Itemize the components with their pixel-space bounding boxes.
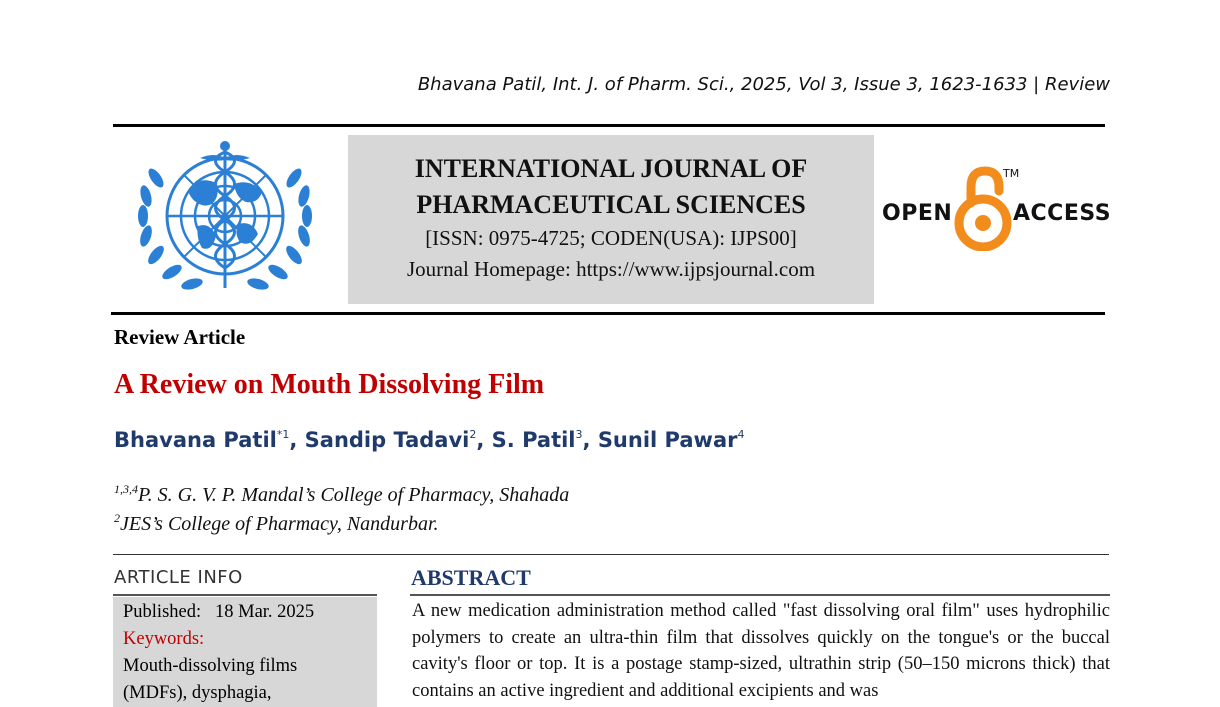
affiliation-mark: 1,3,4 (114, 482, 138, 496)
abstract-text: A new medication administration method called "fast dissolving oral film" uses hydrophilic polymers to create an ultra-thin film that dissolves quickly on the tongue's or the buccal cavity's floor or top. It is a postage stamp-sized, ultrathin strip (50–150 microns thick) that contains an active ingredient and additional excipients and was (412, 601, 1110, 701)
keywords-line-2: (MDFs), dysphagia, (123, 683, 272, 703)
published-date: 18 Mar. 2025 (215, 602, 315, 622)
journal-homepage[interactable]: Journal Homepage: https://www.ijpsjournal.com (406, 257, 816, 281)
affiliation-text: P. S. G. V. P. Mandal’s College of Pharmacy, Shahada (138, 484, 570, 506)
un-emblem-caduceus-icon (126, 138, 324, 306)
journal-title-line-2: PHARMACEUTICAL SCIENCES (416, 190, 806, 219)
author-mark: *1 (276, 428, 290, 441)
article-type: Review Article (114, 325, 246, 349)
author-list: Bhavana Patil$^{*1}$, Sandip Tadavi$^2$, S. Patil$^3$, Sunil Pawar$^4$ (114, 428, 745, 452)
header-top-rule (113, 124, 1105, 127)
article-title: A Review on Mouth Dissolving Film (114, 369, 545, 400)
author-name[interactable]: Sunil Pawar (597, 428, 738, 452)
published-label: Published: (123, 602, 202, 622)
author-mark: 2 (469, 428, 477, 441)
section-divider (113, 554, 1109, 555)
running-head: Bhavana Patil, Int. J. of Pharm. Sci., 2025, Vol 3, Issue 3, 1623-1633 | Review (417, 74, 1110, 95)
journal-masthead (348, 135, 874, 304)
affiliation-2 (114, 511, 439, 536)
trademark-mark: TM (1003, 167, 1020, 180)
article-info-rule (113, 594, 377, 596)
affiliation-text: JES’s College of Pharmacy, Nandurbar. (120, 513, 439, 535)
published-row (123, 599, 377, 626)
affiliation-mark: 2 (114, 511, 120, 525)
keywords-label: Keywords: (123, 629, 205, 649)
open-access-badge (880, 165, 1110, 255)
author-mark: 4 (737, 428, 745, 441)
header-bottom-rule (111, 312, 1105, 315)
keywords-line-1: Mouth-dissolving films (123, 656, 298, 676)
author-name[interactable]: S. Patil (491, 428, 576, 452)
article-info-heading: ARTICLE INFO (114, 567, 243, 588)
article-info-box (113, 597, 377, 707)
author-name[interactable]: Bhavana Patil (114, 428, 277, 452)
affiliation-1 (114, 482, 569, 507)
journal-issn: [ISSN: 0975-4725; CODEN(USA): IJPS00] (425, 226, 797, 250)
open-access-open-text: OPEN (882, 201, 953, 226)
abstract-heading: ABSTRACT (411, 565, 531, 590)
author-mark: 3 (575, 428, 583, 441)
open-access-access-text: ACCESS (1013, 201, 1112, 226)
author-name[interactable]: Sandip Tadavi (304, 428, 470, 452)
abstract-rule (410, 594, 1110, 596)
journal-title-line-1: INTERNATIONAL JOURNAL OF (414, 154, 808, 183)
